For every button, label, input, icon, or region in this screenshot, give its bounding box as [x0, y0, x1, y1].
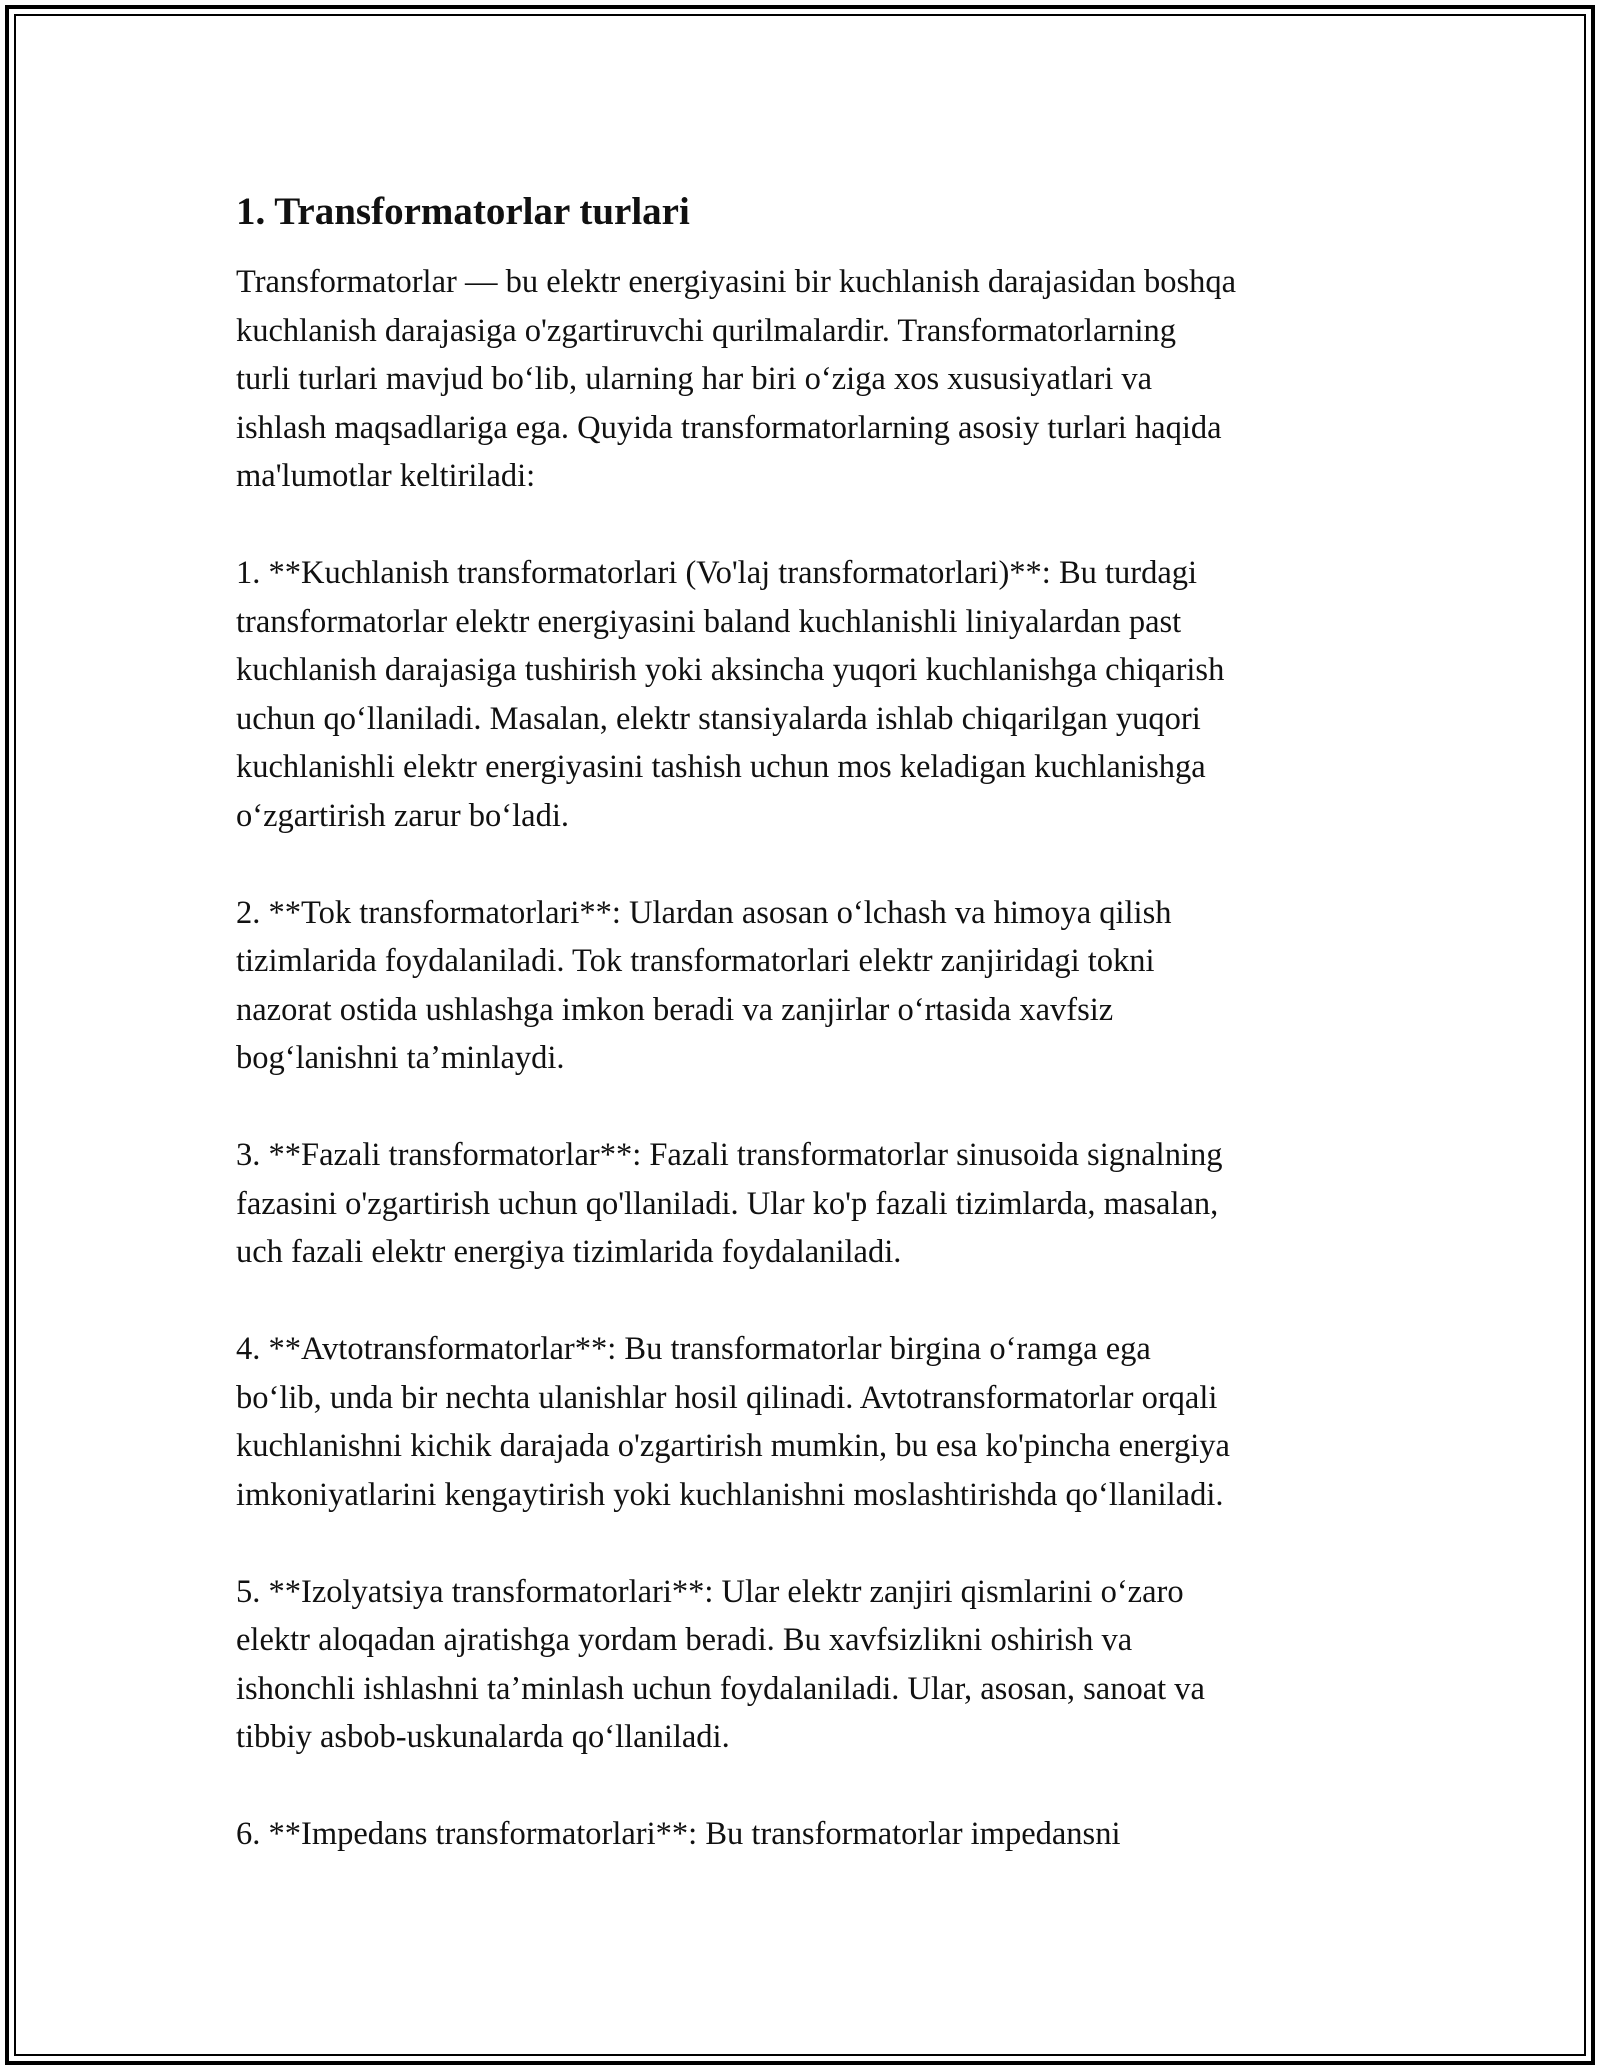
text-line: bogʻlanishni taʼminlaydi.	[236, 1040, 565, 1076]
text-line: 5. **Izolyatsiya transformatorlari**: Ular elektr zanjiri qismlarini oʻzaro	[236, 1573, 1184, 1610]
text-line: kuchlanishni kichik darajada o'zgartirish mumkin, bu esa ko'pincha energiya	[236, 1428, 1230, 1464]
text-line: ma'lumotlar keltiriladi:	[236, 458, 536, 494]
text-line: ishlash maqsadlariga ega. Quyida transformatorlarning asosiy turlari haqida	[236, 409, 1222, 446]
paragraph-item-6	[236, 1810, 1386, 1859]
paragraph-item-5	[236, 1568, 1386, 1762]
text-line: Transformatorlar — bu elektr energiyasini bir kuchlanish darajasidan boshqa	[236, 264, 1237, 300]
text-line: ishonchli ishlashni taʼminlash uchun foydalaniladi. Ular, asosan, sanoat va	[236, 1670, 1205, 1707]
text-line: kuchlanish darajasiga o'zgartiruvchi qurilmalardir. Transformatorlarning	[236, 312, 1176, 349]
paragraph-item-4	[236, 1325, 1386, 1519]
text-line: tizimlarida foydalaniladi. Tok transformatorlari elektr zanjiridagi tokni	[236, 943, 1155, 979]
text-line: elektr aloqadan ajratishga yordam beradi. Bu xavfsizlikni oshirish va	[236, 1622, 1133, 1658]
paragraph-intro	[236, 258, 1386, 501]
paragraph-item-3	[236, 1131, 1386, 1277]
document-body	[236, 186, 1386, 1907]
text-line: nazorat ostida ushlashga imkon beradi va zanjirlar oʻrtasida xavfsiz	[236, 991, 1114, 1028]
text-line: imkoniyatlarini kengaytirish yoki kuchlanishni moslashtirishda qoʻllaniladi.	[236, 1476, 1224, 1513]
text-line: transformatorlar elektr energiyasini baland kuchlanishli liniyalardan past	[236, 603, 1182, 640]
text-line: uchun qoʻllaniladi. Masalan, elektr stansiyalarda ishlab chiqarilgan yuqori	[236, 700, 1201, 737]
text-line: 3. **Fazali transformatorlar**: Fazali transformatorlar sinusoida signalning	[236, 1137, 1223, 1173]
text-line: kuchlanish darajasiga tushirish yoki aksincha yuqori kuchlanishga chiqarish	[236, 652, 1225, 688]
text-line: fazasini o'zgartirish uchun qo'llaniladi. Ular ko'p fazali tizimlarda, masalan,	[236, 1185, 1219, 1222]
text-line: 4. **Avtotransformatorlar**: Bu transformatorlar birgina oʻramga ega	[236, 1331, 1151, 1367]
text-line: 6. **Impedans transformatorlari**: Bu transformatorlar impedansni	[236, 1816, 1121, 1852]
text-line: 2. **Tok transformatorlari**: Ulardan asosan oʻlchash va himoya qilish	[236, 894, 1172, 931]
paragraph-item-2	[236, 889, 1386, 1083]
text-line: oʻzgartirish zarur boʻladi.	[236, 797, 569, 834]
text-line: turli turlari mavjud boʻlib, ularning har biri oʻziga xos xususiyatlari va	[236, 361, 1153, 397]
text-line: tibbiy asbob-uskunalarda qoʻllaniladi.	[236, 1719, 730, 1755]
text-line: boʻlib, unda bir nechta ulanishlar hosil qilinadi. Avtotransformatorlar orqali	[236, 1379, 1218, 1416]
text-line: 1. **Kuchlanish transformatorlari (Vo'laj transformatorlari)**: Bu turdagi	[236, 555, 1198, 591]
page-title: 1. Transformatorlar turlari	[236, 190, 690, 233]
paragraph-item-1	[236, 549, 1386, 840]
text-line: kuchlanishli elektr energiyasini tashish uchun mos keladigan kuchlanishga	[236, 749, 1206, 785]
text-line: uch fazali elektr energiya tizimlarida foydalaniladi.	[236, 1234, 902, 1270]
